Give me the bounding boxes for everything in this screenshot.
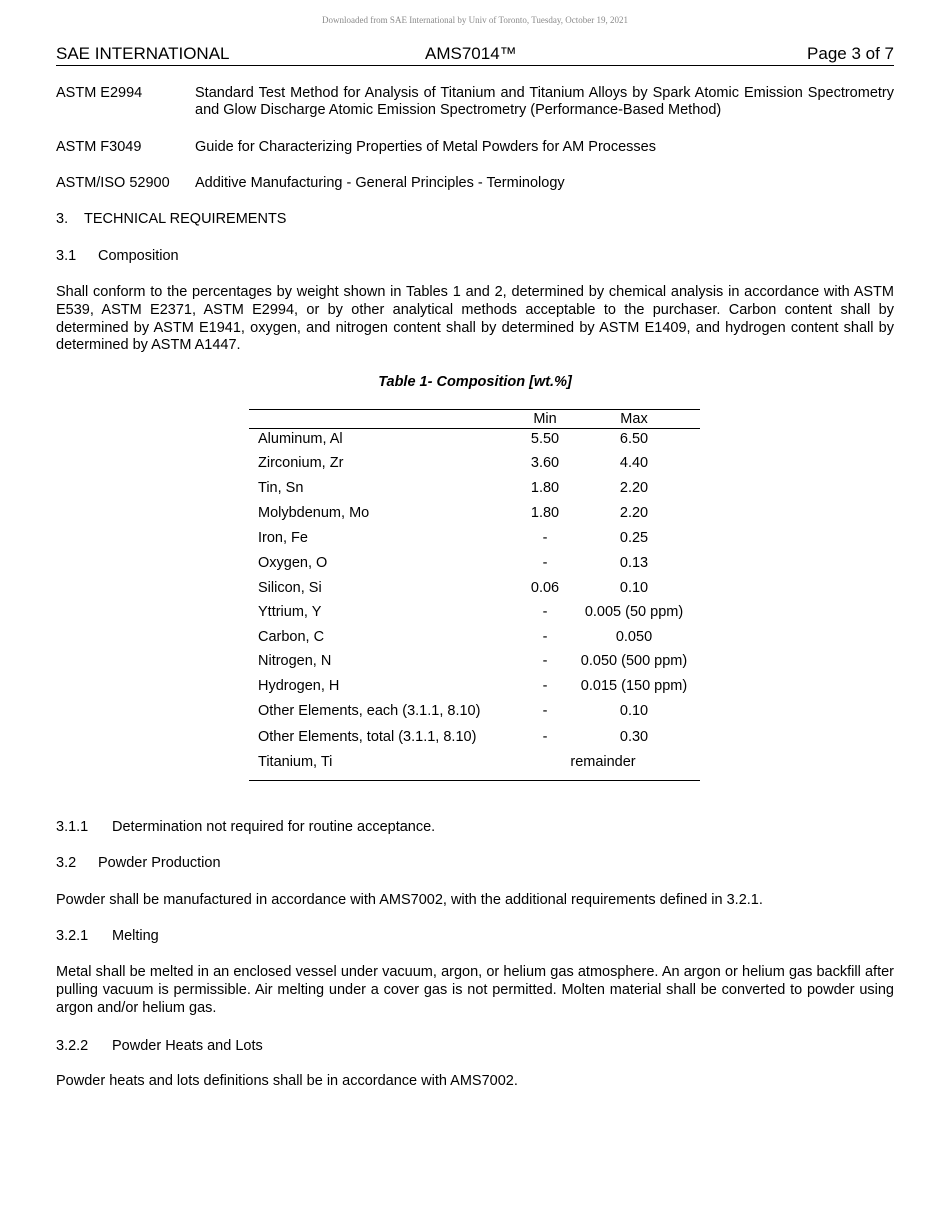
table-row bbox=[249, 604, 700, 621]
composition-paragraph: Shall conform to the percentages by weight shown in Tables 1 and 2, determined by chemical analysis in accordance with ASTM E539, ASTM E2371, ASTM E2994, or by other analytical methods acceptable to the purchaser. Carbon content shall by determined by ASTM E1941, oxygen, and nitrogen content shall by determined by ASTM E1409, and hydrogen content shall by determined by ASTM A1447. bbox=[56, 284, 894, 354]
element-name: Zirconium, Zr bbox=[258, 455, 344, 471]
table-row bbox=[249, 530, 700, 547]
element-name: Iron, Fe bbox=[258, 530, 308, 546]
max-value: 0.050 bbox=[615, 629, 653, 645]
max-value: 2.20 bbox=[619, 505, 649, 521]
max-value: 2.20 bbox=[619, 480, 649, 496]
reference-description: Guide for Characterizing Properties of Metal Powders for AM Processes bbox=[195, 139, 656, 155]
table-row bbox=[249, 754, 700, 771]
header-organization: SAE INTERNATIONAL bbox=[56, 44, 230, 63]
table-row bbox=[249, 431, 700, 448]
header-document-number: AMS7014™ bbox=[425, 44, 517, 63]
element-name: Tin, Sn bbox=[258, 480, 304, 496]
section-3-2-heading bbox=[56, 855, 221, 872]
element-name: Titanium, Ti bbox=[258, 754, 333, 770]
min-value: 0.06 bbox=[530, 580, 560, 596]
max-value: 0.30 bbox=[619, 729, 649, 745]
section-title: TECHNICAL REQUIREMENTS bbox=[84, 211, 287, 227]
element-name: Oxygen, O bbox=[258, 555, 328, 571]
powder-production-paragraph: Powder shall be manufactured in accordance with AMS7002, with the additional requirements defined in 3.2.1. bbox=[56, 892, 763, 908]
min-value: - bbox=[542, 678, 548, 694]
min-value: - bbox=[542, 653, 548, 669]
table-row bbox=[249, 678, 700, 695]
table-row bbox=[249, 729, 700, 746]
header-page-number: Page 3 of 7 bbox=[807, 44, 894, 63]
section-number: 3.2.2 bbox=[56, 1038, 89, 1054]
section-number: 3.2 bbox=[56, 855, 77, 871]
section-number: 3.2.1 bbox=[56, 928, 89, 944]
section-title: Powder Production bbox=[98, 855, 221, 871]
element-name: Silicon, Si bbox=[258, 580, 322, 596]
merged-value: remainder bbox=[570, 754, 636, 770]
max-value: 0.25 bbox=[619, 530, 649, 546]
section-title: Melting bbox=[112, 928, 159, 944]
table-top-rule bbox=[249, 409, 700, 410]
element-name: Nitrogen, N bbox=[258, 653, 332, 669]
table-header-row bbox=[249, 411, 700, 428]
max-value: 6.50 bbox=[619, 431, 649, 447]
element-name: Aluminum, Al bbox=[258, 431, 343, 447]
min-value: - bbox=[542, 703, 548, 719]
element-name: Molybdenum, Mo bbox=[258, 505, 370, 521]
max-value: 0.005 (50 ppm) bbox=[584, 604, 684, 620]
min-value: - bbox=[542, 604, 548, 620]
page-header bbox=[56, 44, 894, 66]
section-number: 3.1 bbox=[56, 248, 77, 264]
min-value: - bbox=[542, 555, 548, 571]
element-name: Hydrogen, H bbox=[258, 678, 340, 694]
section-3-1-heading bbox=[56, 248, 179, 265]
section-3-2-1-heading bbox=[56, 928, 159, 945]
table-caption: Table 1- Composition [wt.%] bbox=[378, 374, 572, 390]
element-name: Other Elements, total (3.1.1, 8.10) bbox=[258, 729, 477, 745]
table-header-rule bbox=[249, 428, 700, 429]
min-value: 5.50 bbox=[530, 431, 560, 447]
table-row bbox=[249, 580, 700, 597]
table-row bbox=[249, 505, 700, 522]
reference-description: Additive Manufacturing - General Principles - Terminology bbox=[195, 175, 565, 191]
reference-description: Standard Test Method for Analysis of Titanium and Titanium Alloys by Spark Atomic Emission Spectrometry and Glow Discharge Atomic Emission Spectrometry (Performance-Based Method) bbox=[195, 85, 894, 118]
reference-code: ASTM/ISO 52900 bbox=[56, 175, 170, 191]
section-3-1-1-heading bbox=[56, 819, 435, 836]
min-value: - bbox=[542, 629, 548, 645]
heats-lots-paragraph: Powder heats and lots definitions shall be in accordance with AMS7002. bbox=[56, 1073, 518, 1089]
section-number: 3. bbox=[56, 211, 69, 227]
element-name: Carbon, C bbox=[258, 629, 325, 645]
section-3-2-2-heading bbox=[56, 1038, 263, 1055]
table-row bbox=[249, 653, 700, 670]
download-watermark: Downloaded from SAE International by Univ of Toronto, Tuesday, October 19, 2021 bbox=[321, 15, 629, 25]
element-name: Other Elements, each (3.1.1, 8.10) bbox=[258, 703, 481, 719]
table-bottom-rule bbox=[249, 780, 700, 781]
section-title: Determination not required for routine acceptance. bbox=[112, 819, 436, 835]
max-value: 0.10 bbox=[619, 703, 649, 719]
max-value: 0.050 (500 ppm) bbox=[580, 653, 688, 669]
min-value: - bbox=[542, 729, 548, 745]
melting-paragraph: Metal shall be melted in an enclosed vessel under vacuum, argon, or helium gas atmosphere. An argon or helium gas backfill after pulling vacuum is permissible. Air melting under a cover gas is not permitted. Molten material shall be converted to powder using argon and/or helium gas. bbox=[56, 964, 894, 1016]
element-name: Yttrium, Y bbox=[258, 604, 322, 620]
min-value: - bbox=[542, 530, 548, 546]
max-value: 4.40 bbox=[619, 455, 649, 471]
max-value: 0.13 bbox=[619, 555, 649, 571]
section-number: 3.1.1 bbox=[56, 819, 89, 835]
min-value: 3.60 bbox=[530, 455, 560, 471]
table-row bbox=[249, 629, 700, 646]
table-row bbox=[249, 555, 700, 572]
reference-code: ASTM E2994 bbox=[56, 85, 143, 101]
min-value: 1.80 bbox=[530, 480, 560, 496]
section-3-heading bbox=[56, 211, 286, 228]
table-row bbox=[249, 480, 700, 497]
min-value: 1.80 bbox=[530, 505, 560, 521]
table-row bbox=[249, 455, 700, 472]
column-header-min: Min bbox=[533, 411, 557, 427]
column-header-max: Max bbox=[620, 411, 648, 427]
reference-code: ASTM F3049 bbox=[56, 139, 142, 155]
section-title: Powder Heats and Lots bbox=[112, 1038, 263, 1054]
max-value: 0.015 (150 ppm) bbox=[580, 678, 688, 694]
section-title: Composition bbox=[98, 248, 179, 264]
max-value: 0.10 bbox=[619, 580, 649, 596]
table-row bbox=[249, 703, 700, 720]
